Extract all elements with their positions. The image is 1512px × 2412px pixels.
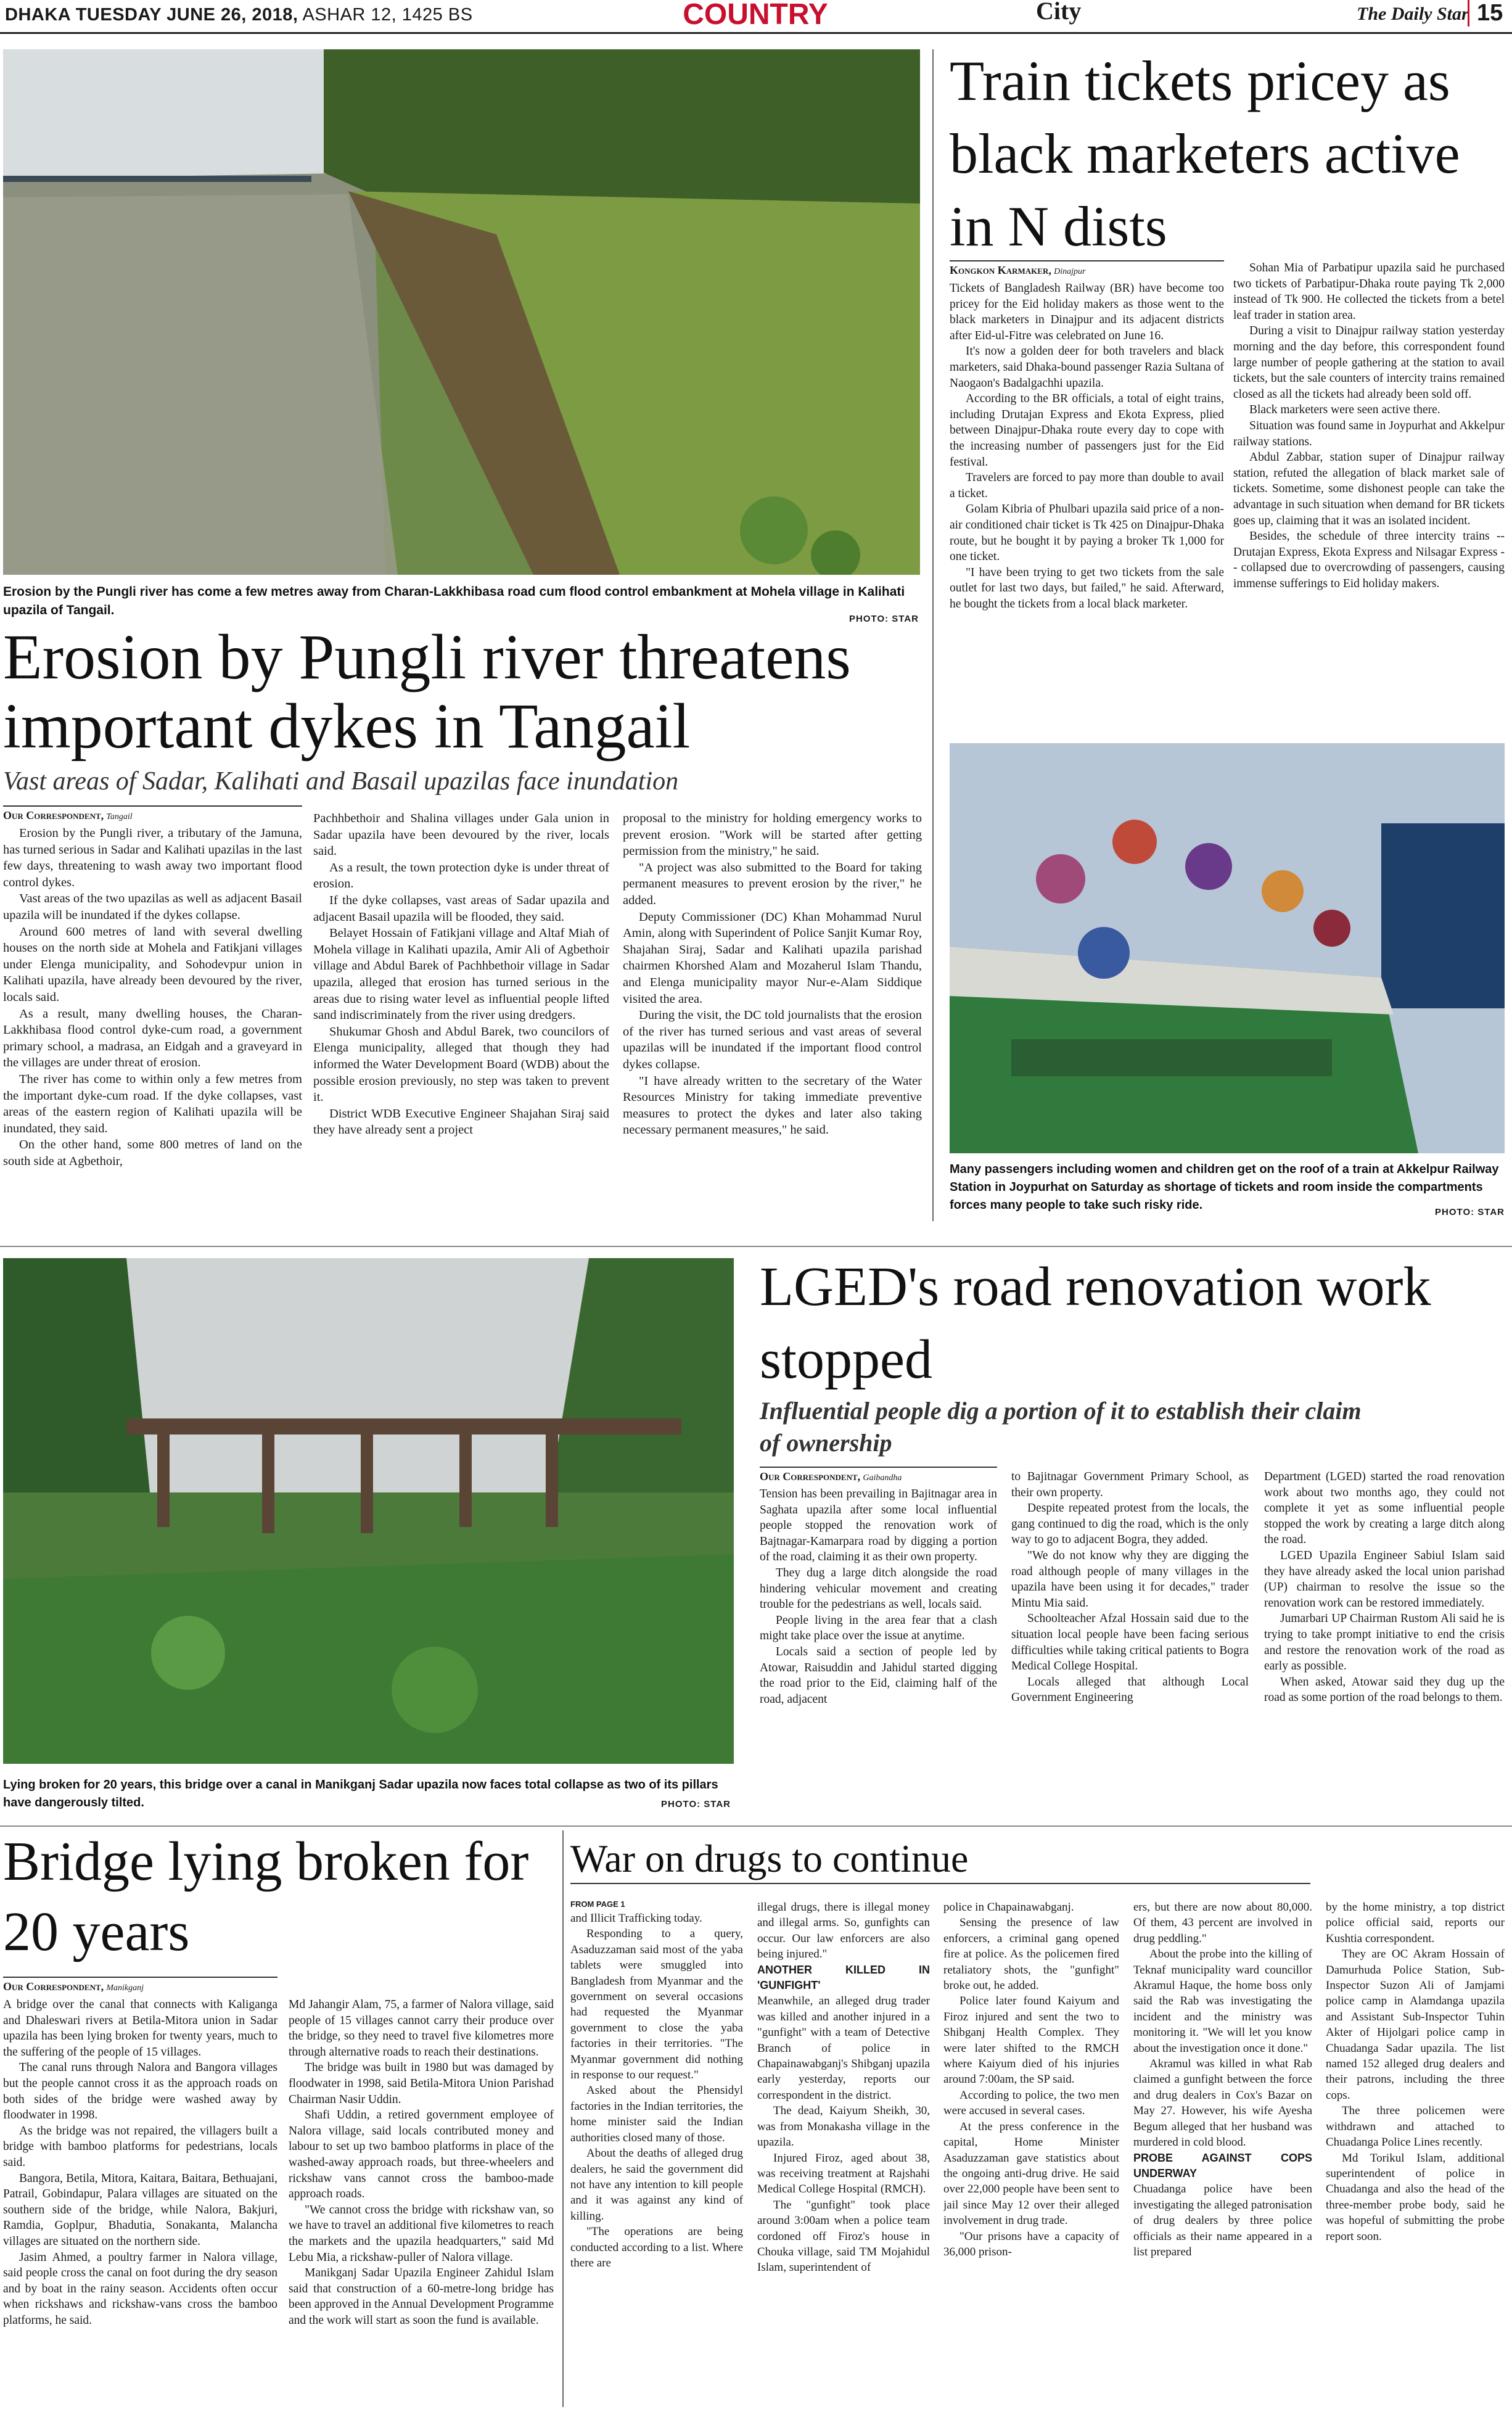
paragraph: Manikganj Sadar Upazila Engineer Zahidul Islam said that construction of a 60-metre-long bridge has been approved in the Annual Development Programme and the work will start as soon the fund is available. <box>289 2266 554 2327</box>
paragraph: "I have been trying to get two tickets from the sale outlet for last two days, but failed," he said. Afterward, he bought the tickets from a local black marketer. <box>950 566 1224 611</box>
paragraph: Injured Firoz, aged about 38, was receiving treatment at Rajshahi Medical College Hospital (RMCH). <box>757 2151 930 2196</box>
erosion-deck: Vast areas of Sadar, Kalihati and Basail upazilas face inundation <box>3 767 679 796</box>
paragraph: Akramul was killed in what Rab claimed a gunfight between the force and drug dealers in Cox's Bazar on May 27. However, his wife Ayesha Begum alleged that her husband was murdered in cold blood. <box>1133 2057 1312 2149</box>
train-photo-credit: PHOTO: STAR <box>1435 1207 1505 1217</box>
paragraph: They dug a large ditch alongside the road hindering vehicular movement and creating trouble for the pedestrians as well, locals said. <box>760 1566 997 1611</box>
paragraph: Pachhbethoir and Shalina villages under Gala union in Sadar upazila have been devoured by the river, locals said. <box>313 812 609 858</box>
paragraph: "A project was also submitted to the Board for taking permanent measures to prevent erosion by the river," he added. <box>623 860 922 907</box>
paragraph: "Our prisons have a capacity of 36,000 prison- <box>943 2229 1119 2258</box>
paragraph: According to the BR officials, a total of eight trains, including Drutajan Express and Ekota Express, plied between Dinajpur-Dhaka route every day to cope with the increasing number of passengers just for the Eid festival. <box>950 392 1224 469</box>
drugs-column-2 <box>757 1900 930 2407</box>
paragraph: "We do not know why they are digging the road although people of many villages in the upazila have been using it for decades," trader Mintu Mia said. <box>1011 1549 1249 1610</box>
paragraph: Shafi Uddin, a retired government employee of Nalora village, said locals contributed money and labour to set up two bamboo platforms in place of the washed-away approach roads, but three-wheelers and rickshaw vans cannot cross the bamboo-made approach roads. <box>289 2109 554 2201</box>
paragraph: police in Chapainawabganj. <box>943 1901 1074 1914</box>
paragraph: During a visit to Dinajpur railway station yesterday morning and the day before, this correspondent found large number of people gathering at the station to avail tickets, but the sale counters of intercity trains remained closed as all the tickets had already been sold off. <box>1233 324 1505 401</box>
paragraph: Shukumar Ghosh and Abdul Barek, two councilors of Elenga municipality, alleged that though they had informed the Water Development Board (WDB) about the possible erosion previously, no step was taken to prevent it. <box>313 1024 609 1105</box>
paragraph: Locals said a section of people led by Atowar, Raisuddin and Jahidul started digging the road prior to the Eid, claiming half of the road, adjacent <box>760 1645 997 1706</box>
train-photo-caption: Many passengers including women and children get on the roof of a train at Akkelpur Railway Station in Joypurhat on Saturday as shortage of tickets and room inside the compartments forces many people to take such risky ride. <box>950 1163 1499 1212</box>
train-headline: Train tickets pricey as black marketers active in N dists <box>950 49 1460 258</box>
bridge-photo-credit: PHOTO: STAR <box>661 1799 731 1809</box>
paragraph: The "gunfight" took place around 3:00am when a police team cordoned off Firoz's house in Chouka village, said TM Mojahidul Islam, superintendent of <box>757 2198 930 2274</box>
paragraph: District WDB Executive Engineer Shajahan Siraj said they have already sent a project <box>313 1106 609 1137</box>
section-label: COUNTRY <box>678 0 832 30</box>
paragraph: Asked about the Phensidyl factories in the Indian territories, the home minister said the Indian authorities closed many of those. <box>570 2084 743 2144</box>
paragraph: to Bajitnagar Government Primary School, as their own property. <box>1011 1470 1249 1499</box>
train-photo <box>950 743 1505 1153</box>
lged-deck: Influential people dig a portion of it to establish their claim of ownership <box>760 1397 1362 1457</box>
paragraph: "The operations are being conducted according to a list. Where there are <box>570 2225 743 2270</box>
paper-logo: The Daily Star <box>1357 4 1469 24</box>
lged-byline: Our Correspondent, Gaibandha <box>760 1467 997 1483</box>
paragraph: Chuadanga police have been investigating the alleged patronisation of drug dealers by three police officials as their name appeared in a list prepared <box>1133 2183 1312 2258</box>
train-column-2 <box>1233 260 1505 725</box>
bridge-headline: Bridge lying broken for 20 years <box>3 1831 529 1962</box>
paragraph: During the visit, the DC told journalists that the erosion of the river has turned serious and vast areas of several upazilas will be inundated if the important flood control dykes collapse. <box>623 1008 922 1071</box>
paragraph: At the press conference in the capital, Home Minister Asaduzzaman gave statistics about the ongoing anti-drug drive. He said over 22,000 people have been sent to jail since May 12 over their alleged involvement in drug trade. <box>943 2120 1119 2228</box>
drugs-column-1 <box>570 1911 743 2407</box>
paragraph: As the bridge was not repaired, the villagers built a bridge with bamboo platforms for pedestrians, locals said. <box>3 2124 277 2169</box>
paragraph: About the probe into the killing of Teknaf municipality ward councillor Akramul Haque, the home boss only said the Rab was investigating the incident and the ministry was monitoring it. "We will let you know about the investigation once it done." <box>1133 1948 1312 2055</box>
paragraph: Situation was found same in Joypurhat and Akkelpur railway stations. <box>1233 419 1505 448</box>
paragraph: proposal to the ministry for holding emergency works to prevent erosion. "Work will be started after getting permission from the ministry," he said. <box>623 812 922 858</box>
train-column-1 <box>950 281 1224 725</box>
drugs-headline: War on drugs to continue <box>570 1835 1310 1884</box>
paragraph: Golam Kibria of Phulbari upazila said price of a non-air conditioned chair ticket is Tk 425 on Dinajpur-Dhaka route, but he bought it by paying a broker Tk 1,000 for one ticket. <box>950 503 1224 564</box>
paragraph: Vast areas of the two upazilas as well as adjacent Basail upazila will be inundated if the dykes collapse. <box>3 892 302 922</box>
erosion-column-1 <box>3 825 302 1220</box>
lged-column-2 <box>1011 1469 1249 1819</box>
paragraph: Tickets of Bangladesh Railway (BR) have become too pricey for the Eid holiday makers as those went to the black marketers in Dinajpur and its adjacent districts after Eid-ul-Fitre was celebrated on June 16. <box>950 282 1224 342</box>
train-byline: Kongkon Karmaker, Dinajpur <box>950 260 1224 277</box>
paragraph: About the deaths of alleged drug dealers, he said the government did not have any intention to kill people and it was against any kind of killing. <box>570 2147 743 2223</box>
paragraph: "I have already written to the secretary of the Water Resources Ministry for taking immediate preventive measures to protect the dykes and later also taking necessary permanent measures," he said. <box>623 1074 922 1137</box>
paragraph: The three policemen were withdrawn and attached to Chuadanga Police Lines recently. <box>1326 2104 1505 2149</box>
paragraph: Md Jahangir Alam, 75, a farmer of Nalora village, said people of 15 villages cannot carry their produce over the bridge, so they need to travel five kilometres more through alternative roads to reach their destinations. <box>289 1998 554 2059</box>
paragraph: Responding to a query, Asaduzzaman said most of the yaba tablets were smuggled into Bangladesh from Myanmar and the government on several occasions had requested the Myanmar government to close the yaba factories in their territories. "The Myanmar government did nothing in response to our request." <box>570 1927 743 2082</box>
paragraph: Sensing the presence of law enforcers, a criminal gang opened fire at police. As the policemen fired retaliatory shots, the "gunfight" broke out, he added. <box>943 1916 1119 1993</box>
paragraph: "We cannot cross the bridge with rickshaw van, so we have to travel an additional five kilometres to reach the markets and the upazila headquarters," said Md Lebu Mia, a rickshaw-puller of Nalora village. <box>289 2203 554 2264</box>
erosion-column-3 <box>623 810 922 1220</box>
lged-headline: LGED's road renovation work stopped <box>760 1256 1431 1390</box>
paragraph: Black marketers were seen active there. <box>1249 403 1440 417</box>
erosion-byline: Our Correspondent, Tangail <box>3 805 302 822</box>
paragraph: Despite repeated protest from the locals, the gang continued to dig the road, which is the only way to go to adjacent Bogra, they added. <box>1011 1502 1249 1547</box>
paragraph: LGED Upazila Engineer Sabiul Islam said they have already asked the local union parishad (UP) chairman to resolve the issue so the renovation work can be restored immediately. <box>1264 1549 1505 1610</box>
paragraph: Police later found Kaiyum and Firoz injured and sent the two to Shibganj Health Complex. They were later shifted to the RMCH where Kaiyum died of his injuries around 7:00am, the SP said. <box>943 1994 1119 2086</box>
paragraph: Jumarbari UP Chairman Rustom Ali said he is trying to take prompt initiative to end the crisis and restore the renovation work of the road as early as possible. <box>1264 1612 1505 1673</box>
lged-column-1 <box>760 1486 997 1819</box>
paragraph: Md Torikul Islam, additional superintendent of police in Chuadanga and also the head of the three-member probe body, said he was hopeful of submitting the probe report soon. <box>1326 2151 1505 2243</box>
paragraph: A bridge over the canal that connects with Kaliganga and Dhaleswari rivers at Betila-Mitora union in Sadar upazila has been lying broken for twenty years, much to the suffering of the people of 15 villages. <box>3 1998 277 2059</box>
paragraph: Bangora, Betila, Mitora, Kaitara, Baitara, Bethuajani, Patrail, Gobindapur, Palara villages are situated on the southern side of the bridge, while Nalora, Bakjuri, Ramdia, Goplpur, Bhadutia, Sonakanta, Malancha villages are situated on the northern side. <box>3 2171 277 2248</box>
date-line: DHAKA TUESDAY JUNE 26, 2018, ASHAR 12, 1425 BS <box>5 5 473 25</box>
erosion-headline: Erosion by Pungli river threatens important dykes in Tangail <box>3 622 851 762</box>
column-rule <box>932 49 934 1221</box>
paragraph: and Illicit Trafficking today. <box>570 1912 702 1925</box>
paragraph: As a result, the town protection dyke is under threat of erosion. <box>313 860 609 891</box>
page-number: 15 <box>1468 0 1503 27</box>
paragraph: by the home ministry, a top district police official said, reports our Kushtia correspondent. <box>1326 1901 1505 1945</box>
drugs-column-3 <box>943 1900 1119 2407</box>
paragraph: They are OC Akram Hossain of Damurhuda Police Station, Sub-Inspector Suzon Ali of Jamjami police camp in Alamdanga upazila and Assistant Sub-Inspector Tuhin Akter of Hijolgari police camp in Chuadanga Sadar upazila. The list named 152 alleged drug dealers and their patrons, including the three cops. <box>1326 1948 1505 2102</box>
paragraph: Travelers are forced to pay more than double to avail a ticket. <box>950 471 1224 500</box>
lged-column-3 <box>1264 1469 1505 1819</box>
paragraph: According to police, the two men were accused in several cases. <box>943 2088 1119 2118</box>
bridge-photo <box>3 1258 734 1764</box>
paragraph: Meanwhile, an alleged drug trader was killed and another injured in a "gunfight" with a team of Detective Branch of police in Chapainawabganj's Shibganj upazila early yesterday, reports our correspondent in the district. <box>757 1994 930 2102</box>
paragraph: The bridge was built in 1980 but was damaged by floodwater in 1998, said Betila-Mitora Union Parishad Chairman Nasir Uddin. <box>289 2061 554 2106</box>
paragraph: Department (LGED) started the road renovation work about two months ago, they could not complete it yet as some influential people stopped the work by creating a large ditch along the road. <box>1264 1470 1505 1547</box>
paragraph: Locals alleged that although Local Government Engineering <box>1011 1675 1249 1705</box>
paragraph: When asked, Atowar said they dug up the road as some portion of the road belongs to them. <box>1264 1675 1505 1705</box>
paragraph: Sohan Mia of Parbatipur upazila said he purchased two tickets of Parbatipur-Dhaka route paying Tk 2,000 instead of Tk 900. He collected the tickets from a betel leaf trader in station area. <box>1233 261 1505 322</box>
bridge-column-2 <box>289 1997 554 2407</box>
erosion-photo-credit: PHOTO: STAR <box>849 614 919 624</box>
paragraph: The river has come to within only a few metres from the important dyke-cum road. If the dyke collapses, vast areas of the eastern region of Kalihati upazila will be inundated, they said. <box>3 1072 302 1135</box>
paragraph: Besides, the schedule of three intercity trains -- Drutajan Express, Ekota Express and Nilsagar Express -- collapsed due to overcrowding of passengers, causing immense sufferings to Eid holiday makers. <box>1233 530 1505 590</box>
paragraph: People living in the area fear that a clash might take place over the issue at anytime. <box>760 1613 997 1643</box>
paragraph: On the other hand, some 800 metres of land on the south side at Agbethoir, <box>3 1138 302 1168</box>
paragraph: ers, but there are now about 80,000. Of them, 43 percent are involved in drug peddling." <box>1133 1901 1312 1945</box>
paragraph: Deputy Commissioner (DC) Khan Mohammad Nurul Amin, along with Superindent of Police Sanjit Kumar Roy, Shajahan Siraj, Sadar and Kalihati upazila parishad chairmen Khorshed Alam and Mozaherul Islam Thandu, and Elenga municipality mayor Nur-e-Alam Siddique visited the area. <box>623 910 922 1006</box>
column-rule <box>562 1830 564 2407</box>
paragraph: The canal runs through Nalora and Bangora villages but the people cannot cross it as the approach roads on both sides of the bridge were washed away by floodwater in 1998. <box>3 2061 277 2122</box>
paragraph: Belayet Hossain of Fatikjani village and Altaf Miah of Mohela village in Kalihati upazila, Amir Ali of Agbethoir village and Abdul Barek of Pachhbethoir village in Sadar upazila, alleged that erosion has turned serious in the areas due to rising water level as influential people lifted sand indiscriminately from the river using dredgers. <box>313 926 609 1023</box>
section-rule <box>0 1246 1512 1247</box>
paragraph: Abdul Zabbar, station super of Dinajpur railway station, refuted the allegation of black market sale of tickets. Sometime, some dishonest people can take the advantage in such situation when demand for BR tickets goes up, claiming that it was an isolated incident. <box>1233 451 1505 527</box>
subsection-label: City <box>1036 0 1082 25</box>
subheading: PROBE AGAINST COPS UNDERWAY <box>1133 2151 1312 2179</box>
subheading: ANOTHER KILLED IN 'GUNFIGHT' <box>757 1963 930 1992</box>
drugs-column-5 <box>1326 1900 1505 2407</box>
drugs-column-4 <box>1133 1900 1312 2407</box>
paragraph: Jasim Ahmed, a poultry farmer in Nalora village, said people cross the canal on foot during the dry season and by boat in the rainy season. Accidents often occur when rickshaws and rickshaw-vans cross the bamboo platforms, he said. <box>3 2250 277 2327</box>
paragraph: Erosion by the Pungli river, a tributary of the Jamuna, has turned serious in Sadar and Kalihati upazilas in the last few days, threatening to wash away two important flood control dykes. <box>3 826 302 889</box>
bridge-photo-caption: Lying broken for 20 years, this bridge over a canal in Manikganj Sadar upazila now faces total collapse as two of its pillars have dangerously tilted. <box>3 1778 718 1809</box>
paragraph: illegal drugs, there is illegal money and illegal arms. So, gunfights can occur. Our law enforcers are also being injured." <box>757 1901 930 1961</box>
paragraph: Tension has been prevailing in Bajitnagar area in Saghata upazila after some local influential people stopped the renovation work of Bajtnagar-Kamarpara road by digging a portion of the road, claiming it as their own property. <box>760 1488 997 1564</box>
erosion-photo <box>3 49 920 575</box>
paragraph: Around 600 metres of land with several dwelling houses on the north side at Mohela and Fatikjani villages under Elenga municipality, and Sohodevpur union in Kalihati upazila, have already been devoured by the river, locals said. <box>3 924 302 1004</box>
paragraph: The dead, Kaiyum Sheikh, 30, was from Monakasha village in the upazila. <box>757 2104 930 2149</box>
from-page-label: FROM PAGE 1 <box>570 1900 625 1909</box>
paragraph: If the dyke collapses, vast areas of Sadar upazila and adjacent Basail upazila will be flooded, they said. <box>313 893 609 924</box>
erosion-column-2 <box>313 810 609 1220</box>
bridge-column-1 <box>3 1997 277 2407</box>
paragraph: It's now a golden deer for both travelers and black marketers, said Dhaka-bound passenger Razia Sultana of Naogaon's Badalgachhi upazila. <box>950 345 1224 390</box>
paragraph: Schoolteacher Afzal Hossain said due to the situation local people have been facing serious difficulties while taking critical patients to Bogra Medical College Hospital. <box>1011 1612 1249 1673</box>
paragraph: As a result, many dwelling houses, the Charan-Lakkhibasa flood control dyke-cum road, a government primary school, a madrasa, an Eidgah and a graveyard in the villages are under threat of erosion. <box>3 1006 302 1070</box>
erosion-photo-caption: Erosion by the Pungli river has come a few metres away from Charan-Lakkhibasa road cum flood control embankment at Mohela village in Kalihati upazila of Tangail. <box>3 585 905 617</box>
bridge-byline: Our Correspondent, Manikganj <box>3 1977 277 1993</box>
